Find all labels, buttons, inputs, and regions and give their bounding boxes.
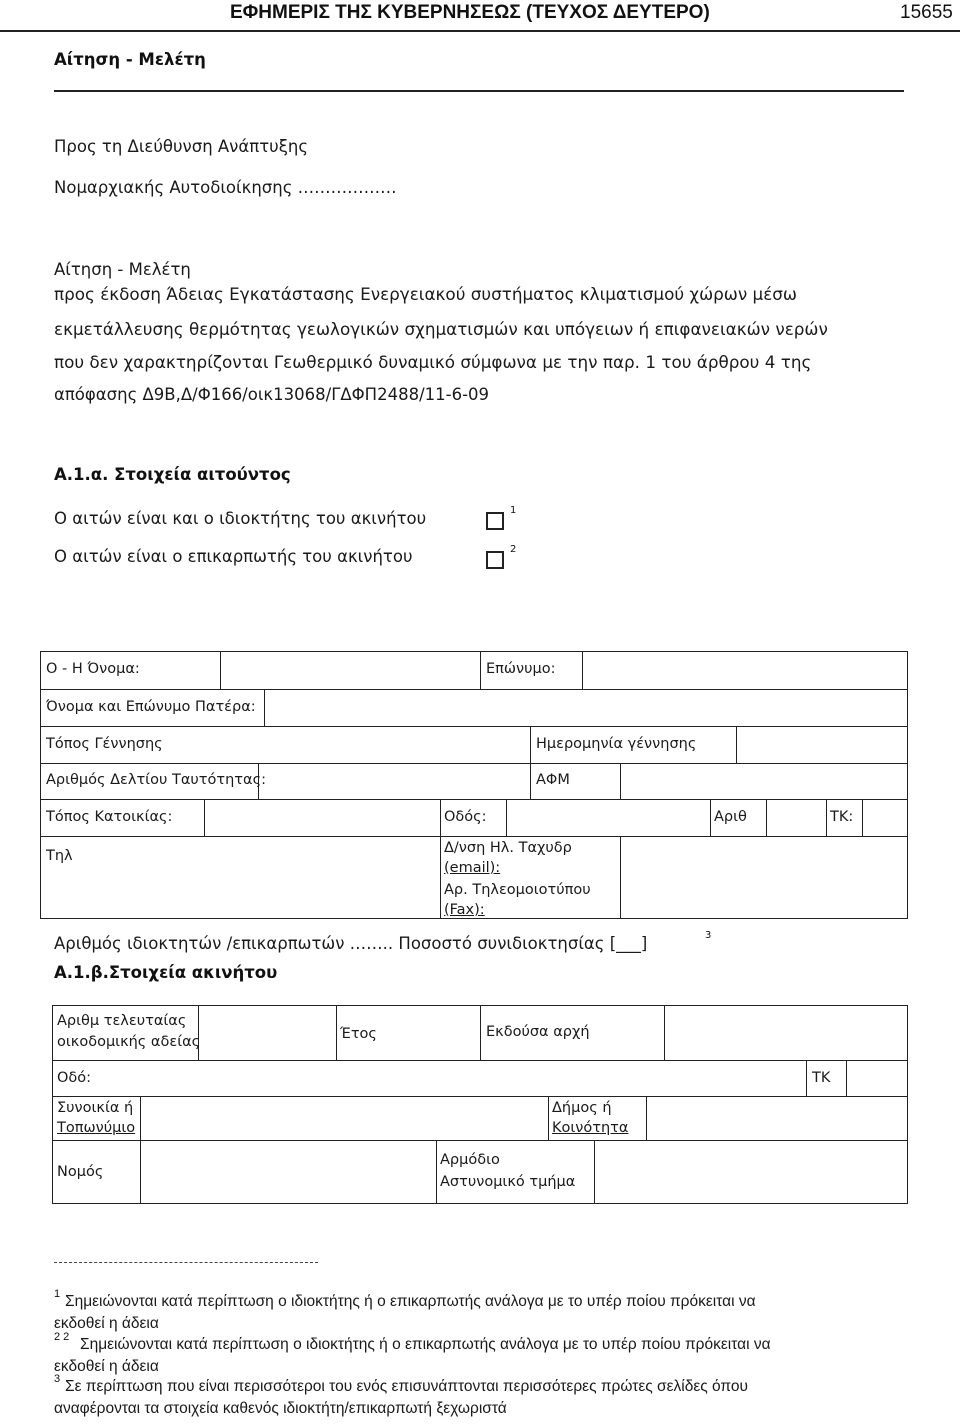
permit-number-label-1: Αριθμ τελευταίας — [57, 1013, 187, 1029]
email-label-2: (email): — [444, 860, 501, 876]
grid-line — [548, 1096, 549, 1140]
id-number-label: Αριθμός Δελτίου Ταυτότητας: — [46, 772, 266, 788]
footnote-mark: 3 — [54, 1373, 61, 1385]
usufructuary-footnote-mark: 2 — [510, 544, 517, 555]
postcode-label: ΤΚ: — [830, 809, 854, 825]
grid-line — [736, 726, 737, 763]
residence-label: Τόπος Κατοικίας: — [46, 809, 173, 825]
issuing-authority-label: Εκδούσα αρχή — [486, 1024, 590, 1040]
grid-line — [140, 1096, 141, 1140]
municipality-label-1: Δήμος ή — [552, 1100, 612, 1116]
grid-line — [40, 836, 908, 837]
footnote-text-line-1: Σε περίπτωση που είναι περισσότεροι του ενός επισυνάπτονται περισσότερες πρώτες σελίδες όπου — [65, 1378, 749, 1395]
grid-line — [52, 1060, 908, 1061]
grid-line — [530, 726, 531, 763]
footnote-text-line-1: Σημειώνονται κατά περίπτωση ο ιδιοκτήτης ή ο επικαρπωτής ανάλογα με το υπέρ ποίου πρόκειται να — [80, 1336, 771, 1353]
property-street-label: Οδό: — [57, 1070, 92, 1086]
grid-line — [646, 1096, 647, 1140]
grid-line — [506, 799, 507, 836]
street-label: Οδός: — [444, 809, 487, 825]
section-a1a-title: Α.1.α. Στοιχεία αιτούντος — [54, 465, 291, 484]
father-name-label: Όνομα και Επώνυμο Πατέρα: — [46, 699, 256, 715]
footnote-text-line-1: Σημειώνονται κατά περίπτωση ο ιδιοκτήτης ή ο επικαρπωτής ανάλογα με το υπέρ ποίου πρόκειται να — [65, 1293, 756, 1310]
addressee-line-1: Προς τη Διεύθυνση Ανάπτυξης — [54, 137, 309, 156]
footnote-text-line-2: εκδοθεί η άδεια — [54, 1358, 159, 1375]
municipality-label-2: Κοινότητα — [552, 1120, 629, 1136]
grid-line — [52, 1140, 908, 1141]
settlement-label-2: Τοπωνύμιο — [57, 1120, 136, 1136]
grid-line — [594, 1140, 595, 1203]
grid-line — [907, 1005, 908, 1203]
grid-line — [440, 836, 441, 918]
owner-checkbox[interactable] — [486, 512, 504, 530]
permit-number-label-2: οικοδομικής αδείας — [57, 1034, 201, 1050]
grid-line — [40, 799, 908, 800]
form-title: Αίτηση - Μελέτη — [54, 50, 206, 69]
subject-line-5: απόφασης Δ9Β,Δ/Φ166/οικ13068/ΓΔΦΠ2488/11-6-09 — [54, 385, 490, 404]
header-rule — [0, 30, 960, 32]
addressee-line-2: Νομαρχιακής Αυτοδιοίκησης ……………… — [54, 178, 397, 197]
grid-line — [40, 689, 908, 690]
year-label: Έτος — [340, 1026, 377, 1042]
grid-line — [436, 1140, 437, 1203]
footnote-separator — [54, 1262, 318, 1263]
grid-line — [620, 763, 621, 799]
subject-line-2: προς έκδοση Άδειας Εγκατάστασης Ενεργειακού συστήματος κλιματισμού χώρων μέσω — [54, 284, 797, 304]
fax-label-2: (Fax): — [444, 902, 485, 918]
grid-line — [220, 651, 221, 689]
grid-line — [620, 836, 621, 918]
police-station-label-2: Αστυνομικό τμήμα — [440, 1174, 576, 1190]
page-number: 15655 — [900, 2, 953, 23]
owners-count-line: Αριθμός ιδιοκτητών /επικαρπωτών …….. Ποσοστό συνιδιοκτησίας [___] — [54, 934, 648, 953]
footnote-mark: 1 — [54, 1288, 61, 1300]
grid-line — [907, 651, 908, 918]
journal-title: ΕΦΗΜΕΡΙΣ ΤΗΣ ΚΥΒΕΡΝΗΣΕΩΣ (ΤΕΥΧΟΣ ΔΕΥΤΕΡΟ) — [230, 2, 710, 23]
grid-line — [52, 1096, 908, 1097]
grid-line — [40, 726, 908, 727]
owners-footnote-mark: 3 — [705, 930, 712, 941]
footnote-mark: 2 2 — [54, 1331, 70, 1343]
footnote-text-line-2: αναφέρονται τα στοιχεία καθενός ιδιοκτήτη/επικαρπωτή ξεχωριστά — [54, 1400, 507, 1417]
grid-line — [52, 1005, 53, 1203]
grid-line — [664, 1005, 665, 1060]
subject-line-4: που δεν χαρακτηρίζονται Γεωθερμικό δυναμικό σύμφωνα με την παρ. 1 του άρθρου 4 της — [54, 352, 812, 372]
grid-line — [480, 651, 481, 689]
email-label-1: Δ/νση Ηλ. Ταχυδρ — [444, 840, 572, 856]
usufructuary-checkbox[interactable] — [486, 551, 504, 569]
grid-line — [766, 799, 767, 836]
footnote-text-line-2: εκδοθεί η άδεια — [54, 1315, 159, 1332]
grid-line — [710, 799, 711, 836]
grid-line — [204, 799, 205, 836]
prefecture-label: Νομός — [57, 1164, 104, 1180]
birthplace-label: Τόπος Γέννησης — [46, 736, 163, 752]
subject-line-3: εκμετάλλευσης θερμότητας γεωλογικών σχηματισμών και υπόγειων ή επιφανειακών νερών — [54, 319, 828, 339]
birthdate-label: Ημερομηνία γέννησης — [536, 736, 697, 752]
grid-line — [140, 1140, 141, 1203]
grid-line — [846, 1060, 847, 1096]
section-a1b-title: Α.1.β.Στοιχεία ακινήτου — [54, 963, 278, 982]
grid-line — [480, 1005, 481, 1060]
option-usufructuary-label: Ο αιτών είναι ο επικαρπωτής του ακινήτου — [54, 547, 413, 566]
grid-line — [862, 799, 863, 836]
applicant-surname-label: Επώνυμο: — [486, 661, 556, 677]
grid-line — [806, 1060, 807, 1096]
grid-line — [40, 651, 41, 918]
grid-line — [264, 689, 265, 726]
grid-line — [440, 799, 441, 836]
number-label: Αριθ — [714, 809, 747, 825]
applicant-name-label: Ο - Η Όνομα: — [46, 661, 140, 677]
grid-line — [530, 763, 531, 799]
owner-footnote-mark: 1 — [510, 505, 517, 516]
option-owner-label: Ο αιτών είναι και ο ιδιοκτήτης του ακινήτου — [54, 509, 427, 528]
settlement-label-1: Συνοικία ή — [57, 1100, 134, 1116]
subject-line-1: Αίτηση - Μελέτη — [54, 260, 191, 279]
fax-label-1: Αρ. Τηλεομοιοτύπου — [444, 882, 591, 898]
grid-line — [52, 1203, 908, 1204]
grid-line — [40, 651, 908, 652]
property-postcode-label: ΤΚ — [812, 1070, 831, 1086]
phone-label: Τηλ — [46, 848, 73, 864]
grid-line — [826, 799, 827, 836]
grid-line — [336, 1005, 337, 1060]
grid-line — [582, 651, 583, 689]
police-station-label-1: Αρμόδιο — [440, 1152, 500, 1168]
title-rule — [54, 90, 904, 92]
grid-line — [40, 763, 908, 764]
afm-label: ΑΦΜ — [536, 772, 570, 788]
